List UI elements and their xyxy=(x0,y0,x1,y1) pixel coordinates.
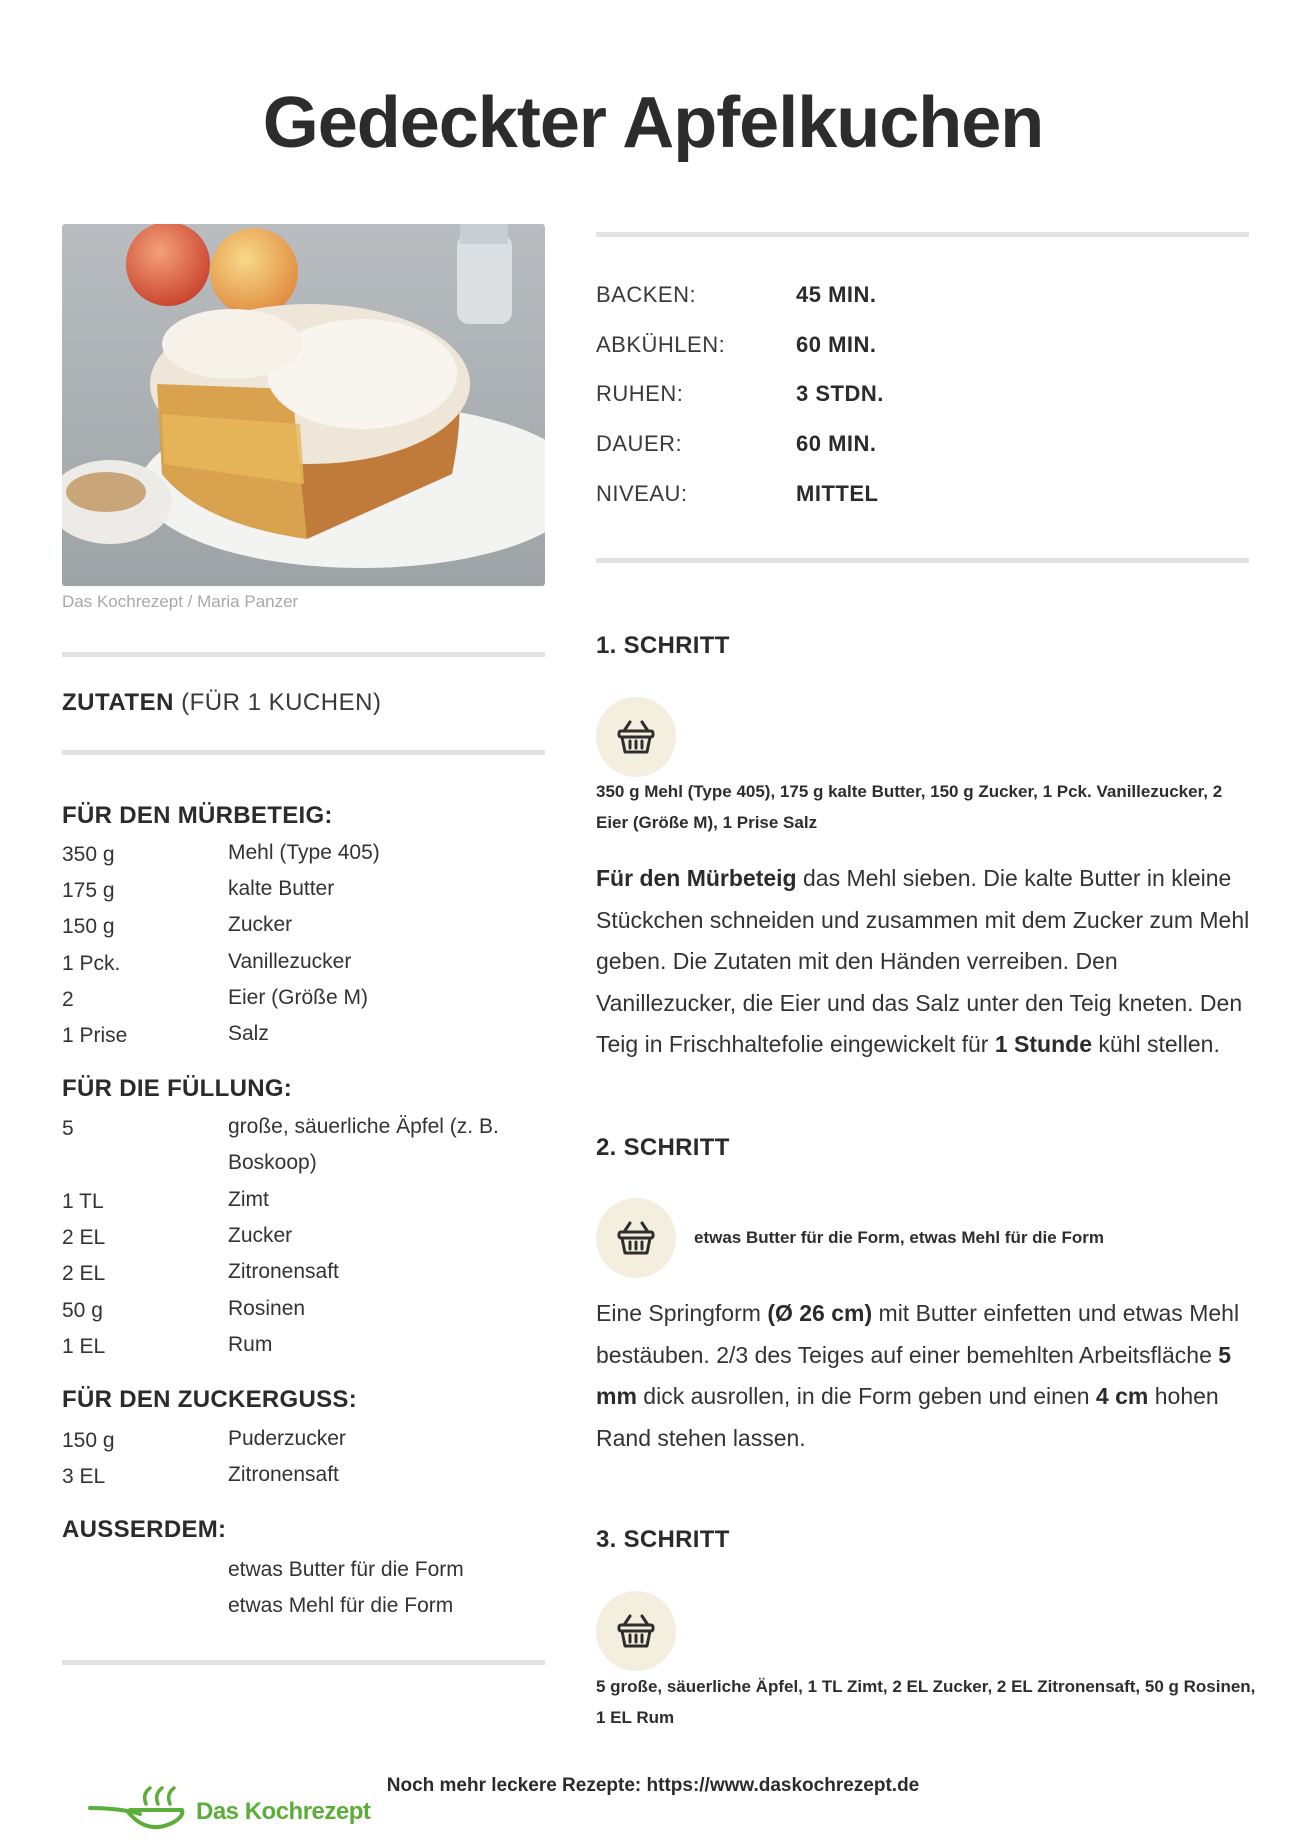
ingredient-qty: 150 g xyxy=(62,1429,115,1452)
ingredient-qty: 3 EL xyxy=(62,1465,106,1488)
ingredients-yield: (FÜR 1 KUCHEN) xyxy=(181,689,382,716)
ingredient-group-title: AUSSERDEM: xyxy=(62,1516,227,1543)
ingredient-qty: 2 xyxy=(62,988,74,1011)
meta-label: BACKEN: xyxy=(596,282,697,307)
meta-value: 45 MIN. xyxy=(796,282,877,307)
step-text: kühl stellen. xyxy=(1091,1031,1220,1057)
ingredient-name: kalte Butter xyxy=(228,877,335,900)
step-ingredients-badge xyxy=(596,1198,676,1278)
ingredient-name: Salz xyxy=(228,1022,269,1045)
step-text: das Mehl sieben. Die kalte Butter in kleine Stückchen schneiden und zusammen mit dem Zucker zum Mehl geben. Die Zutaten mit den Händen verreiben. Den Vanillezucker, die Eier und das Salz unter den Teig kneten. Den Teig in Frischhaltefolie eingewickelt für xyxy=(596,865,1250,1057)
meta-label: ABKÜHLEN: xyxy=(596,332,726,357)
ingredient-name: Zucker xyxy=(228,1224,293,1247)
photo-caption: Das Kochrezept / Maria Panzer xyxy=(62,592,299,611)
ingredient-qty: 175 g xyxy=(62,879,115,902)
ingredient-qty: 1 TL xyxy=(62,1190,104,1213)
divider xyxy=(596,232,1249,237)
meta-value: 3 STDN. xyxy=(796,381,884,406)
ingredient-qty: 2 EL xyxy=(62,1226,106,1249)
ingredient-name: Rum xyxy=(228,1333,273,1356)
ingredient-name: Zucker xyxy=(228,913,293,936)
step-title: 1. SCHRITT xyxy=(596,632,730,659)
step-instructions xyxy=(596,1293,1256,1459)
divider xyxy=(62,1660,545,1665)
step-title: 3. SCHRITT xyxy=(596,1526,730,1553)
divider xyxy=(596,558,1249,563)
ingredient-qty: 150 g xyxy=(62,915,115,938)
page-title: Gedeckter Apfelkuchen xyxy=(262,83,1044,163)
basket-icon xyxy=(616,717,656,757)
step-instructions xyxy=(596,858,1256,1066)
step-emphasis: 4 cm xyxy=(1095,1383,1149,1409)
ingredient-name: Zitronensaft xyxy=(228,1463,339,1486)
ingredient-name: große, säuerliche Äpfel (z. B. Boskoop) xyxy=(228,1115,499,1174)
ingredient-qty: 2 EL xyxy=(62,1262,106,1285)
step-text: dick ausrollen, in die Form geben und einen xyxy=(636,1383,1096,1409)
meta-label: DAUER: xyxy=(596,431,683,456)
meta-value: 60 MIN. xyxy=(796,332,877,357)
basket-icon xyxy=(616,1611,656,1651)
step-ingredients-badge xyxy=(596,697,676,777)
ingredient-name: Mehl (Type 405) xyxy=(228,841,380,864)
ingredient-group-title: FÜR DEN MÜRBETEIG: xyxy=(62,802,333,829)
ingredient-group-title: FÜR DIE FÜLLUNG: xyxy=(62,1075,293,1102)
divider xyxy=(62,750,545,755)
ingredient-name: etwas Butter für die Form xyxy=(228,1558,464,1581)
ingredients-heading xyxy=(62,689,381,717)
ingredient-qty: 1 Pck. xyxy=(62,952,121,975)
ingredient-name: Zimt xyxy=(228,1188,269,1211)
meta-label: NIVEAU: xyxy=(596,481,688,506)
step-text: Eine Springform xyxy=(596,1300,768,1326)
ingredient-name: Vanillezucker xyxy=(228,950,352,973)
ingredient-group-title: FÜR DEN ZUCKERGUSS: xyxy=(62,1386,358,1413)
basket-icon xyxy=(616,1218,656,1258)
footer-link[interactable]: Noch mehr leckere Rezepte: https://www.daskochrezept.de xyxy=(386,1775,920,1796)
step-emphasis: 5 mm xyxy=(596,1341,1232,1409)
meta-value: 60 MIN. xyxy=(796,431,877,456)
step-ingredients-badge xyxy=(596,1591,676,1671)
ingredient-qty: 350 g xyxy=(62,843,115,866)
ingredient-qty: 5 xyxy=(62,1117,74,1140)
ingredient-name: Puderzucker xyxy=(228,1427,346,1450)
ingredient-name: Eier (Größe M) xyxy=(228,986,369,1009)
step-emphasis: Für den Mürbeteig xyxy=(596,865,797,891)
ingredient-name: etwas Mehl für die Form xyxy=(228,1594,454,1617)
step-text: mit Butter einfetten und etwas Mehl bestäuben. 2/3 des Teiges auf einer bemehlten Arbeitsfläche xyxy=(596,1300,1240,1368)
ingredient-qty: 1 EL xyxy=(62,1335,106,1358)
step-ingredients: 5 große, säuerliche Äpfel, 1 TL Zimt, 2 EL Zucker, 2 EL Zitronensaft, 50 g Rosinen, 1 EL Rum xyxy=(596,1677,1256,1727)
brand-name: Das Kochrezept xyxy=(196,1798,371,1825)
ingredient-name: Zitronensaft xyxy=(228,1260,339,1283)
divider xyxy=(62,652,545,657)
ingredient-name: Rosinen xyxy=(228,1297,306,1320)
step-title: 2. SCHRITT xyxy=(596,1134,730,1161)
ingredient-qty: 1 Prise xyxy=(62,1024,128,1047)
meta-value: MITTEL xyxy=(796,481,879,506)
recipe-photo xyxy=(62,224,545,586)
ingredient-qty: 50 g xyxy=(62,1299,103,1322)
step-emphasis: 1 Stunde xyxy=(994,1031,1092,1057)
step-emphasis: (Ø 26 cm) xyxy=(767,1300,873,1326)
ingredients-title: ZUTATEN xyxy=(62,689,174,716)
step-text: hohen Rand stehen lassen. xyxy=(596,1383,1219,1451)
meta-label: RUHEN: xyxy=(596,381,684,406)
step-ingredients: etwas Butter für die Form, etwas Mehl für die Form xyxy=(694,1228,1104,1247)
step-ingredients: 350 g Mehl (Type 405), 175 g kalte Butter, 150 g Zucker, 1 Pck. Vanillezucker, 2 Eier (Größe M), 1 Prise Salz xyxy=(596,782,1223,832)
